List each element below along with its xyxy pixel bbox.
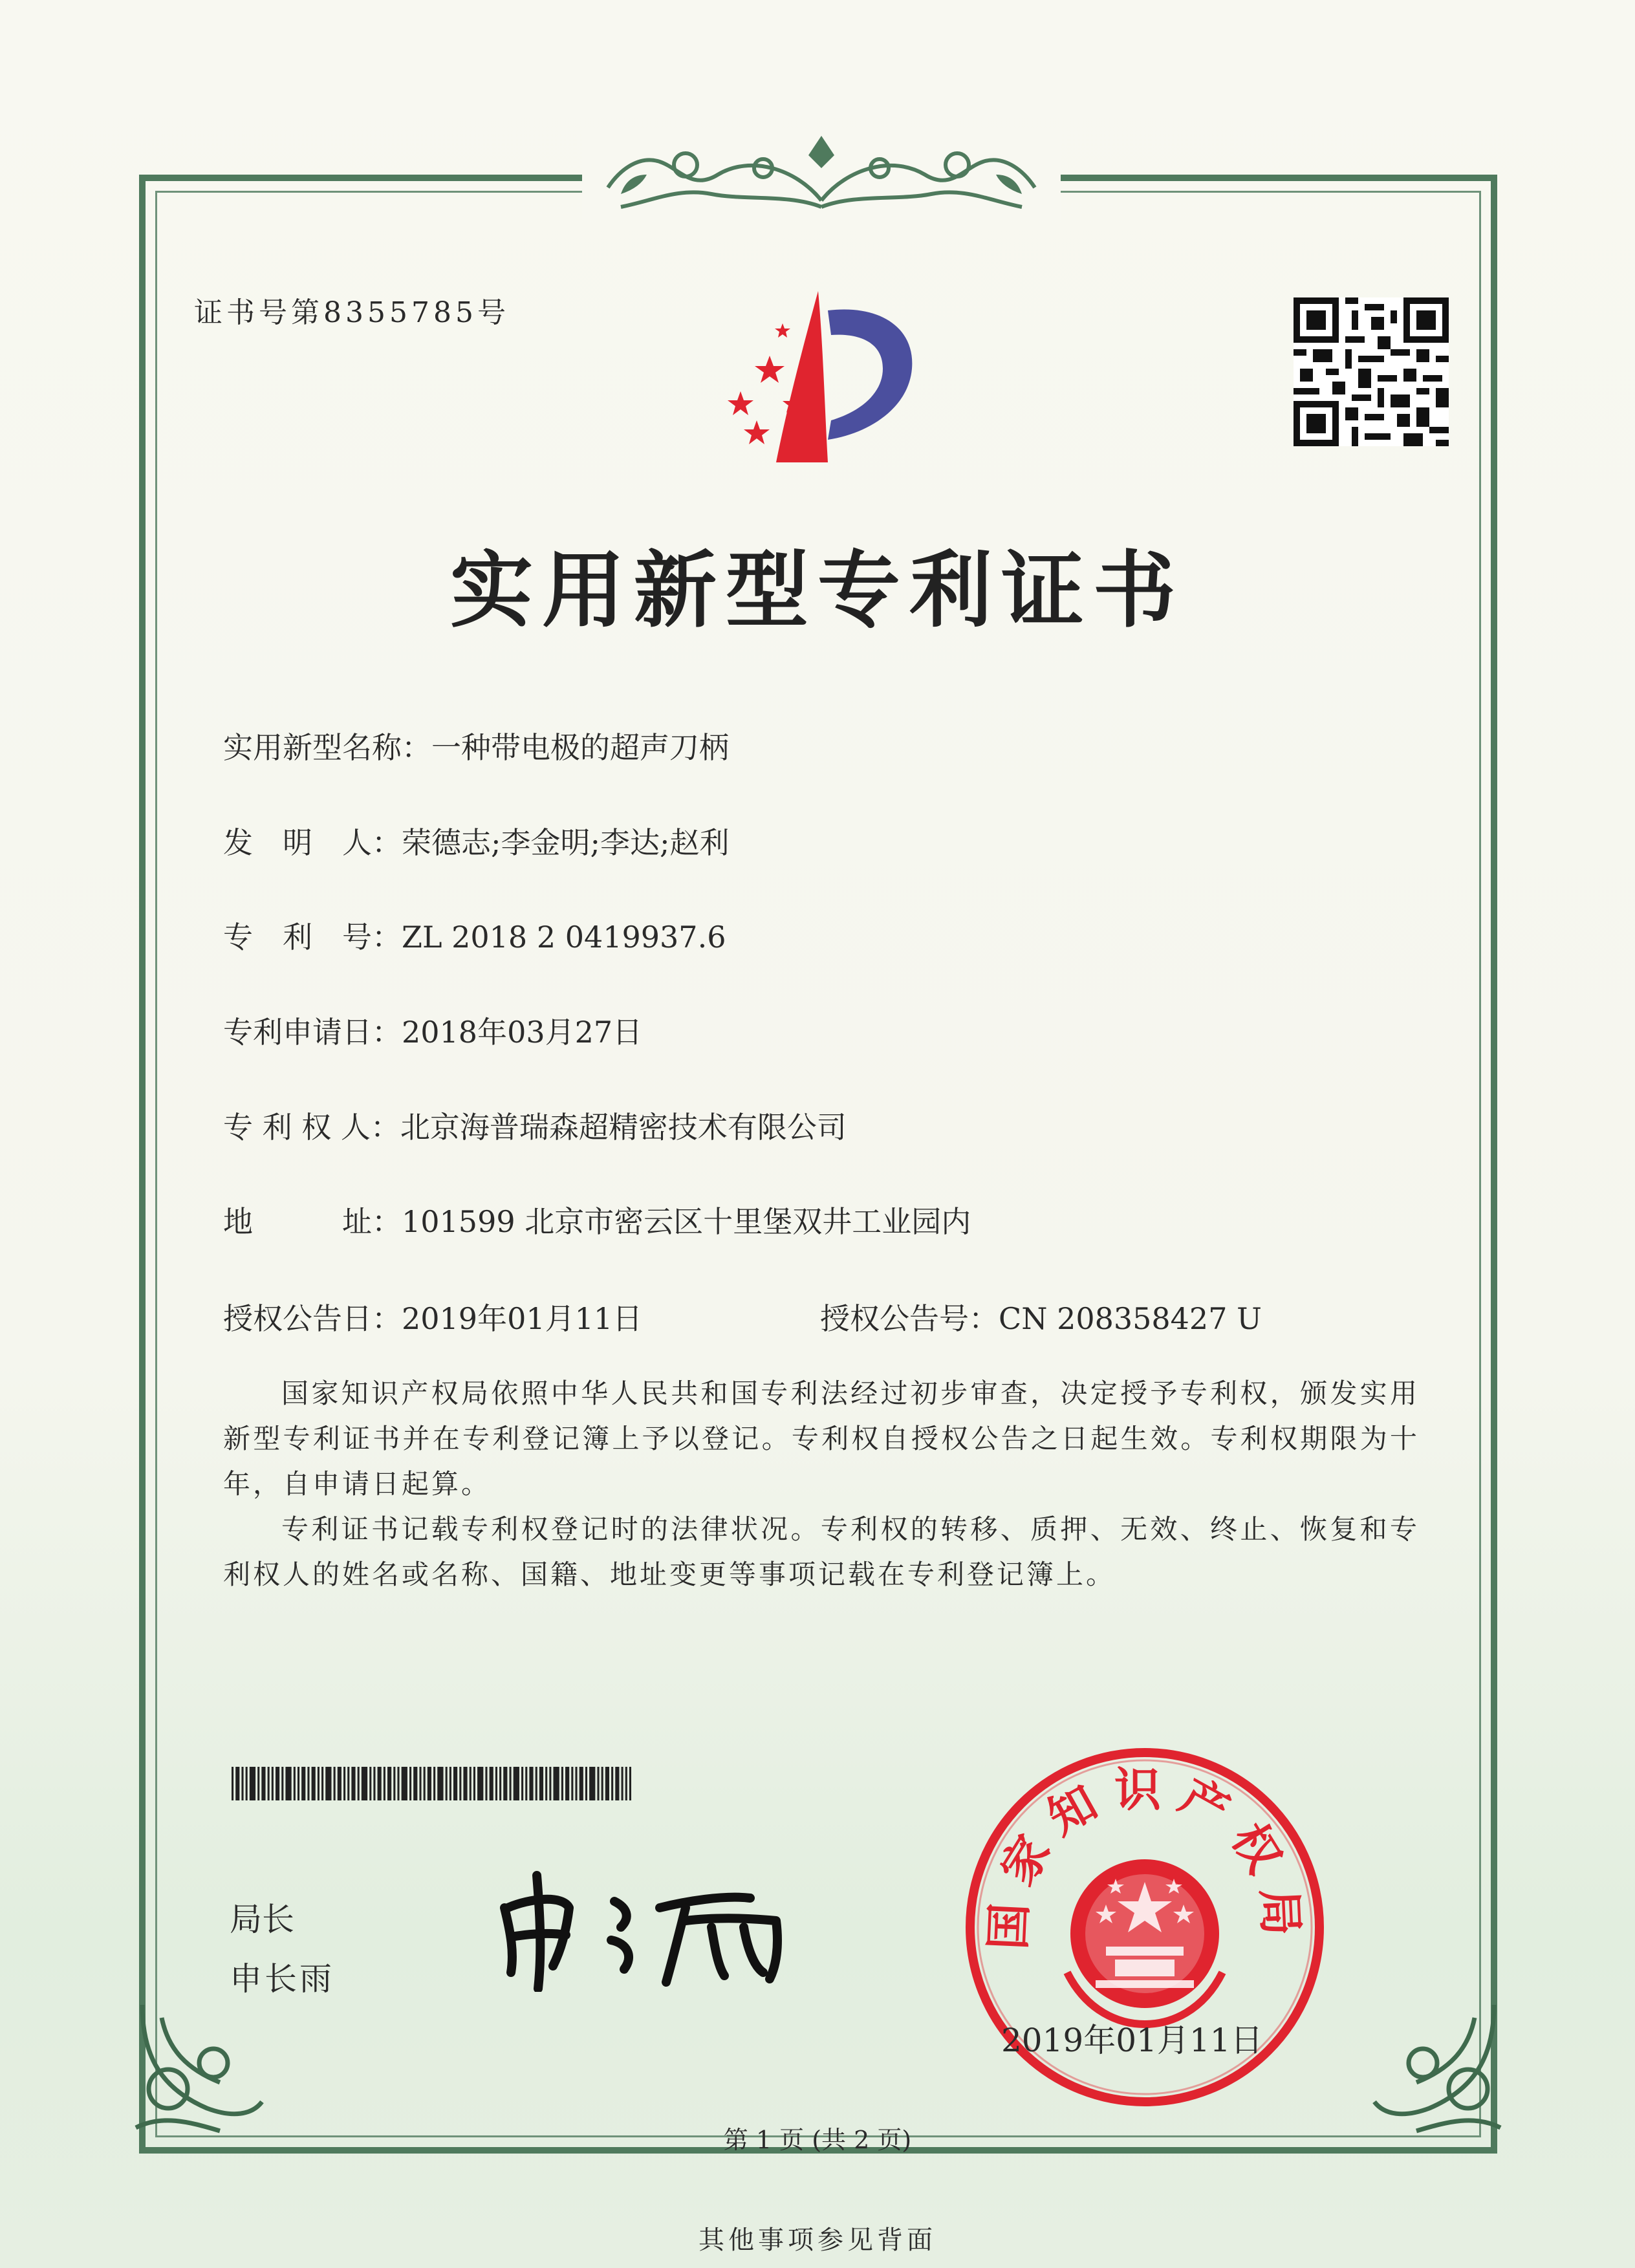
field-filing-date [223, 1009, 642, 1052]
certificate-number: 证书号第8355785号 [194, 296, 510, 329]
field-utility-model-name [223, 724, 729, 767]
director-title: 局长 [230, 1901, 294, 1938]
field-label: 发 明 人： [223, 825, 402, 860]
field-patent-number [223, 914, 726, 956]
field-value: 一种带电极的超声刀柄 [431, 730, 729, 765]
director-name: 申长雨 [230, 1960, 334, 1998]
field-value: 101599 北京市密云区十里堡双井工业园内 [402, 1204, 971, 1239]
field-inventors [223, 819, 730, 862]
top-ornament-icon [582, 129, 1061, 220]
field-label: 专 利 号： [223, 920, 402, 955]
qr-code-icon [1294, 297, 1449, 446]
page-number: 第 1 页 (共 2 页) [723, 2126, 912, 2154]
field-value: 2018年03月27日 [402, 1015, 643, 1050]
field-value: 2019年01月11日 [402, 1301, 643, 1336]
body-paragraph-1: 国家知识产权局依照中华人民共和国专利法经过初步审查，决定授予专利权，颁发实用新型专利证书并在专利登记簿上予以登记。专利权自授权公告之日起生效。专利权期限为十年，自申请日起算。 [223, 1377, 1420, 1500]
field-value: CN 208358427 U [999, 1301, 1262, 1336]
seal-text: 国家知识产权局 [980, 1762, 1309, 1951]
field-value: ZL 2018 2 0419937.6 [402, 920, 726, 955]
bottom-right-ornament-icon [1365, 1992, 1513, 2141]
body-paragraph-2: 专利证书记载专利权登记时的法律状况。专利权的转移、质押、无效、终止、恢复和专利权人的姓名或名称、国籍、地址变更等事项记载在专利登记簿上。 [223, 1513, 1420, 1590]
field-label: 专 利 权 人： [223, 1110, 400, 1145]
field-grant-number [820, 1295, 1262, 1338]
bottom-left-ornament-icon [123, 1992, 272, 2141]
handwritten-signature [492, 1863, 828, 1992]
certificate-title: 实用新型专利证书 [449, 542, 1185, 639]
field-patentee [223, 1104, 847, 1147]
field-address [223, 1198, 971, 1241]
field-value: 北京海普瑞森超精密技术有限公司 [400, 1110, 847, 1145]
field-label: 地 址： [223, 1204, 402, 1239]
barcode-icon [232, 1767, 631, 1800]
field-label: 授权公告日： [223, 1301, 402, 1336]
field-grant-date [223, 1295, 642, 1338]
cnipa-logo-icon [695, 285, 954, 472]
footer-note: 其他事项参见背面 [698, 2225, 937, 2255]
field-label: 专利申请日： [223, 1015, 402, 1050]
field-label: 实用新型名称： [223, 730, 431, 765]
field-label: 授权公告号： [820, 1301, 999, 1336]
seal-date: 2019年01月11日 [1001, 2022, 1263, 2059]
field-value: 荣德志;李金明;李达;赵利 [402, 825, 730, 860]
